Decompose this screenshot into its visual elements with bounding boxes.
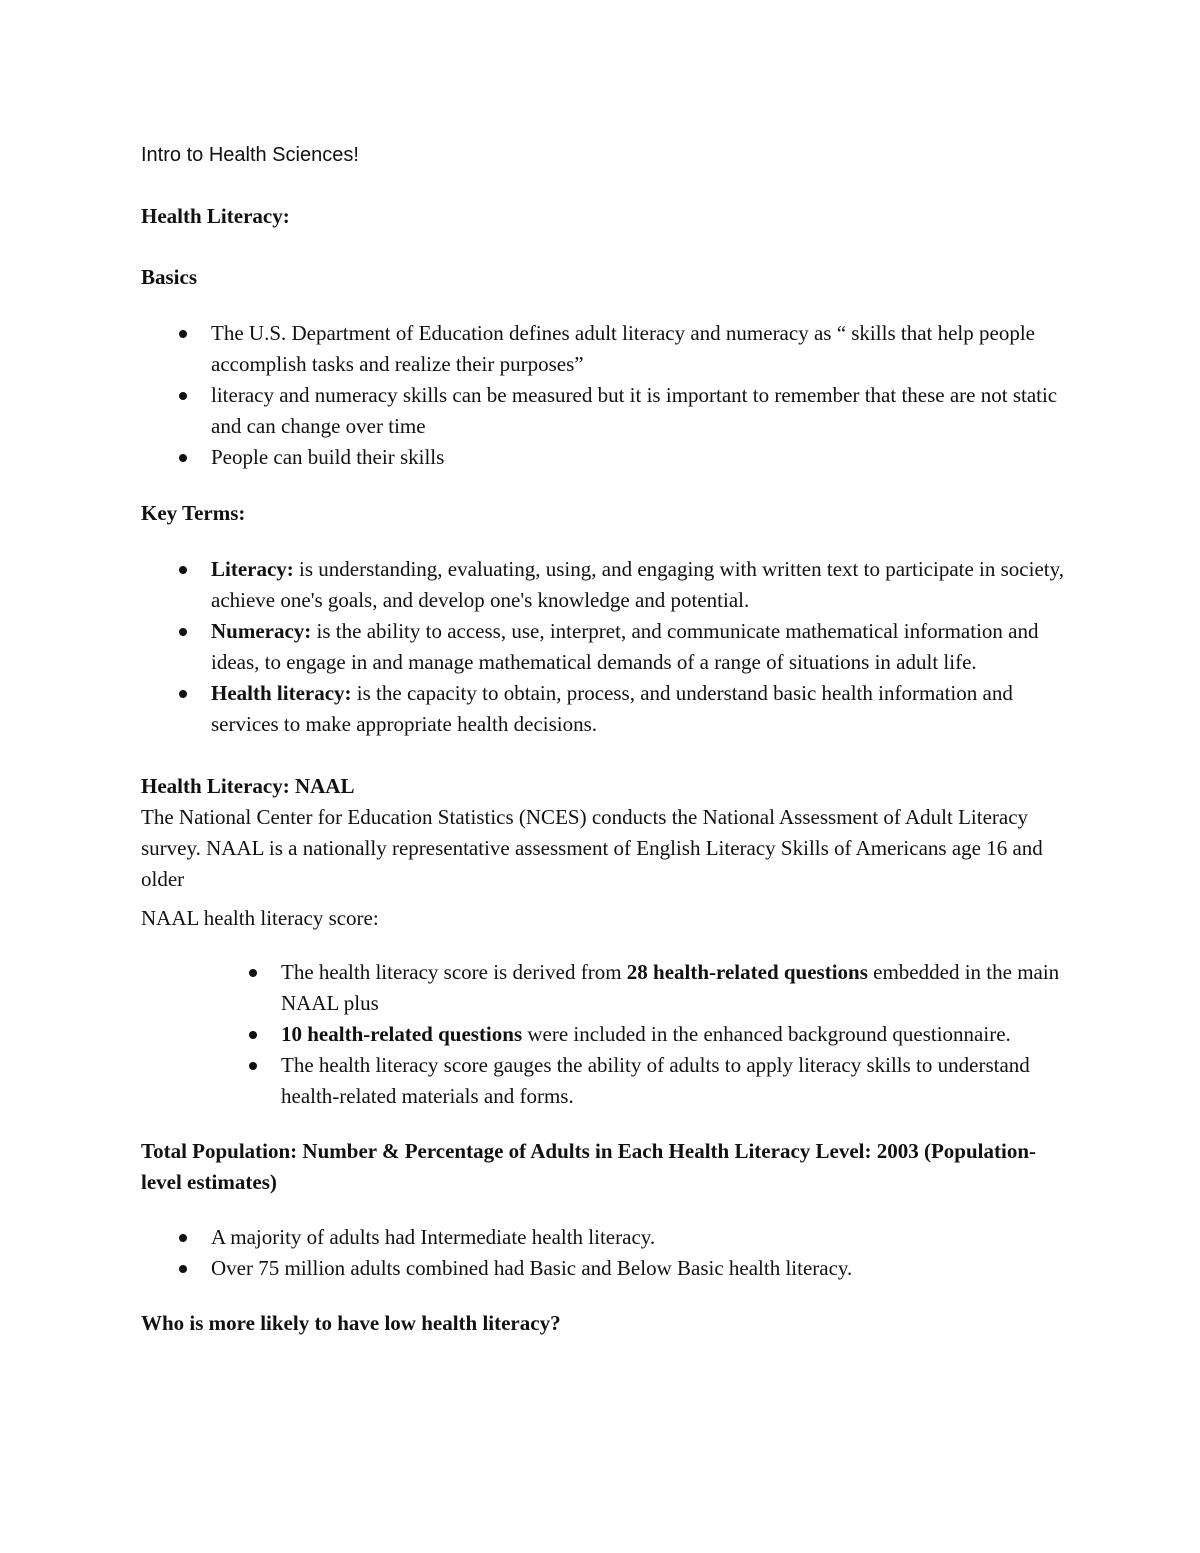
naal-heading: Health Literacy: NAAL: [141, 774, 355, 798]
list-item: A majority of adults had Intermediate health literacy.: [141, 1222, 1071, 1253]
bullet-icon: [179, 454, 187, 462]
document-body: [141, 140, 1071, 1339]
document-title: Intro to Health Sciences!: [141, 144, 359, 166]
key-terms-heading: Key Terms:: [141, 501, 246, 525]
list-item: Literacy: is understanding, evaluating, using, and engaging with written text to participate in society, achieve one's goals, and develop one's knowledge and potential.: [141, 554, 1071, 616]
bullet-icon: [249, 969, 257, 977]
naal-score-label: NAAL health literacy score:: [141, 906, 379, 930]
term-literacy: Literacy:: [211, 557, 294, 581]
list-item: The U.S. Department of Education defines adult literacy and numeracy as “ skills that help people accomplish tasks and realize their purposes”: [141, 318, 1071, 380]
bullet-icon: [179, 628, 187, 636]
basics-list: [141, 318, 1071, 473]
term-health-literacy: Health literacy:: [211, 681, 352, 705]
list-item: Over 75 million adults combined had Basic and Below Basic health literacy.: [141, 1253, 1071, 1284]
population-heading: Total Population: Number & Percentage of Adults in Each Health Literacy Level: 2003 (Population-level estimates): [141, 1139, 1037, 1194]
naal-score-list: [141, 957, 1071, 1112]
bullet-icon: [179, 1234, 187, 1242]
list-item: The health literacy score is derived from 28 health-related questions embedded in the main NAAL plus: [141, 957, 1071, 1019]
bullet-icon: [179, 392, 187, 400]
list-item: Health literacy: is the capacity to obtain, process, and understand basic health information and services to make appropriate health decisions.: [141, 678, 1071, 740]
population-list: [141, 1222, 1071, 1284]
bullet-icon: [179, 330, 187, 338]
term-numeracy: Numeracy:: [211, 619, 312, 643]
basics-heading: Basics: [141, 265, 198, 289]
bullet-icon: [179, 690, 187, 698]
naal-paragraph: The National Center for Education Statistics (NCES) conducts the National Assessment of Adult Literacy survey. NAAL is a nationally representative assessment of English Literacy Skills of Americans age 16 and older: [141, 805, 1043, 891]
bullet-icon: [249, 1062, 257, 1070]
list-item: literacy and numeracy skills can be measured but it is important to remember that these are not static and can change over time: [141, 380, 1071, 442]
bullet-icon: [179, 566, 187, 574]
list-item: 10 health-related questions were included in the enhanced background questionnaire.: [141, 1019, 1071, 1050]
key-terms-list: [141, 554, 1071, 740]
bullet-icon: [179, 1265, 187, 1273]
final-heading: Who is more likely to have low health literacy?: [141, 1311, 561, 1335]
section-heading-health-literacy: Health Literacy:: [141, 204, 290, 228]
list-item: Numeracy: is the ability to access, use, interpret, and communicate mathematical information and ideas, to engage in and manage mathematical demands of a range of situations in adult life.: [141, 616, 1071, 678]
list-item: People can build their skills: [141, 442, 1071, 473]
bullet-icon: [249, 1031, 257, 1039]
list-item: The health literacy score gauges the ability of adults to apply literacy skills to understand health-related materials and forms.: [141, 1050, 1071, 1112]
